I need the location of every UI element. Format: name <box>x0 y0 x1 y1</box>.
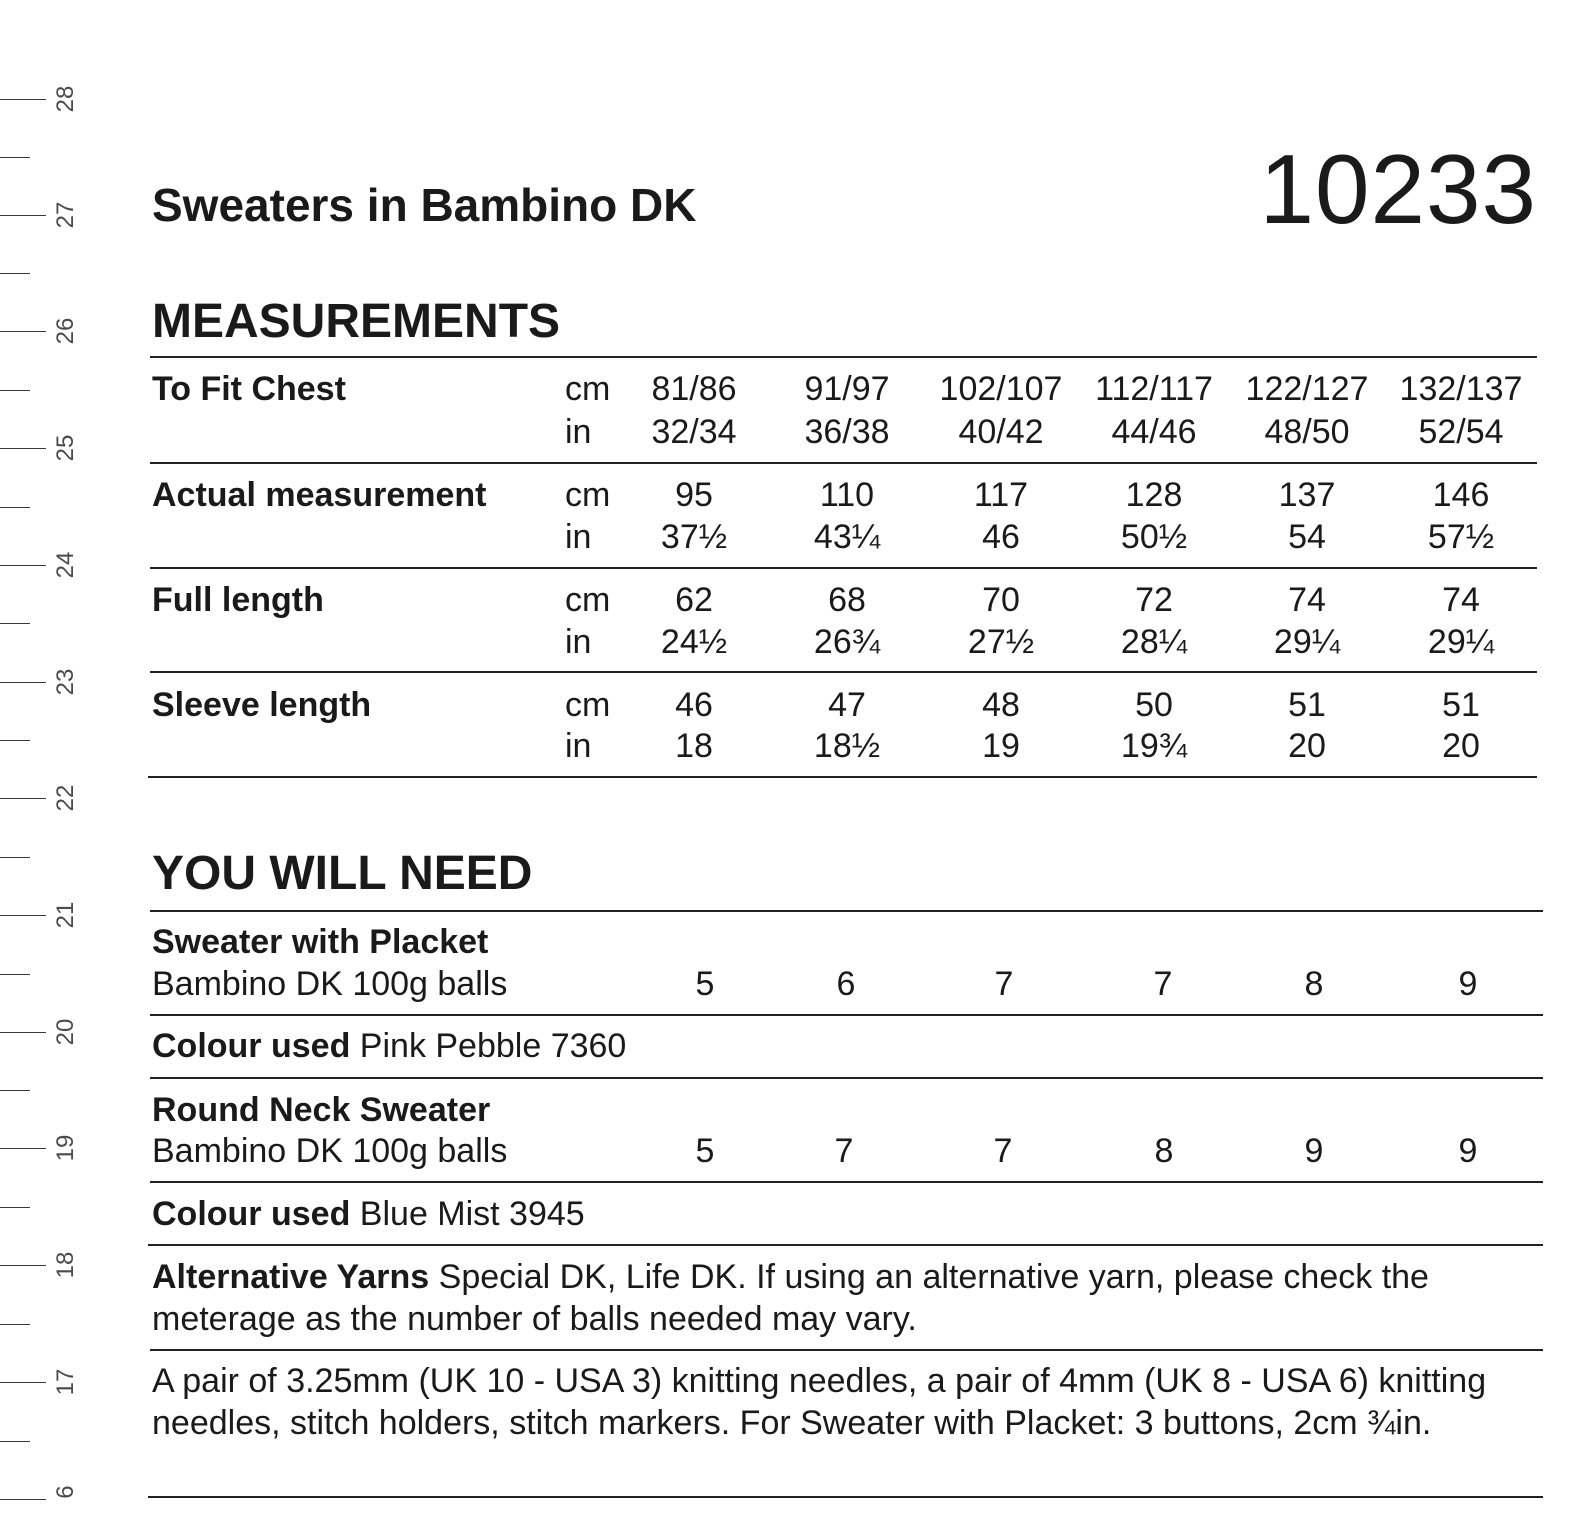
round-colour-value: Blue Mist 3945 <box>359 1195 585 1233</box>
ruler-tick <box>0 390 30 391</box>
actual-in-value: 43¼ <box>813 518 881 556</box>
ruler-tick <box>0 1207 30 1208</box>
chest-cm-value: 112/117 <box>1095 370 1213 408</box>
unit-cm: cm <box>565 581 611 619</box>
sleeve-in-value: 20 <box>1288 727 1326 765</box>
ruler-tick <box>0 682 46 683</box>
ruler-tick <box>0 623 30 624</box>
unit-in: in <box>565 518 592 556</box>
divider <box>150 910 1543 912</box>
sleeve-cm-value: 50 <box>1135 686 1173 724</box>
needles-notions-text: A pair of 3.25mm (UK 10 - USA 3) knitting needles, a pair of 4mm (UK 8 - USA 6) knitting needles, stitch holders, stitch markers. For Sweater with Placket: 3 buttons, 2cm ¾in. <box>152 1362 1487 1442</box>
chest-in-value: 32/34 <box>651 413 737 451</box>
unit-in: in <box>565 623 592 661</box>
you-will-need-heading: YOU WILL NEED <box>152 847 533 900</box>
ruler-label: 21 <box>52 901 79 929</box>
placket-colour-value: Pink Pebble 7360 <box>359 1027 627 1065</box>
ruler-label: 6 <box>52 1485 79 1499</box>
ruler-tick <box>0 1441 30 1442</box>
sleeve-in-value: 20 <box>1442 727 1480 765</box>
chest-in-value: 48/50 <box>1264 413 1350 451</box>
ruler-tick <box>0 157 30 158</box>
full-in-value: 28¼ <box>1120 623 1188 661</box>
ruler-tick <box>0 215 46 216</box>
divider <box>150 671 1537 673</box>
alternative-yarns-label: Alternative Yarns <box>152 1258 430 1296</box>
full-cm-value: 72 <box>1135 581 1173 619</box>
sleeve-in-value: 19 <box>982 727 1020 765</box>
full-cm-value: 74 <box>1288 581 1326 619</box>
actual-cm-value: 137 <box>1278 476 1336 514</box>
ruler-label: 19 <box>52 1134 79 1162</box>
placket-balls-value: 5 <box>695 965 715 1003</box>
unit-in: in <box>565 727 592 765</box>
chest-in-value: 36/38 <box>804 413 890 451</box>
full-in-value: 24½ <box>660 623 728 661</box>
ruler-label: 17 <box>52 1368 79 1396</box>
ruler-tick <box>0 448 46 449</box>
round-neck-name: Round Neck Sweater <box>152 1091 491 1129</box>
ruler-tick <box>0 1265 46 1266</box>
actual-in-value: 57½ <box>1427 518 1495 556</box>
placket-balls-value: 7 <box>994 965 1014 1003</box>
sweater-placket-name: Sweater with Placket <box>152 923 489 961</box>
measurements-heading: MEASUREMENTS <box>152 295 561 348</box>
alternative-yarns-text: Special DK, Life DK. If using an alternative yarn, please check the meterage as the number of balls needed may vary. <box>152 1258 1429 1338</box>
row-label-full-length: Full length <box>152 581 324 619</box>
divider <box>150 567 1537 569</box>
placket-balls-value: 6 <box>836 965 856 1003</box>
ruler-label: 26 <box>52 317 79 345</box>
chest-in-value: 44/46 <box>1111 413 1197 451</box>
sleeve-cm-value: 51 <box>1288 686 1326 724</box>
full-cm-value: 62 <box>675 581 713 619</box>
sleeve-cm-value: 46 <box>675 686 713 724</box>
row-label-chest: To Fit Chest <box>152 370 346 408</box>
ruler-tick <box>0 1499 46 1500</box>
round-balls-value: 9 <box>1304 1132 1324 1170</box>
ruler-tick <box>0 1148 46 1149</box>
full-in-value: 26¾ <box>813 623 881 661</box>
ruler-tick <box>0 857 30 858</box>
divider <box>148 1244 1543 1246</box>
round-balls-value: 9 <box>1458 1132 1478 1170</box>
ruler-label: 27 <box>52 201 79 229</box>
divider <box>148 1496 1543 1498</box>
chest-in-value: 40/42 <box>958 413 1044 451</box>
sleeve-cm-value: 47 <box>828 686 866 724</box>
full-cm-value: 74 <box>1442 581 1480 619</box>
placket-colour-line <box>152 1027 626 1066</box>
ruler-tick <box>0 1032 46 1033</box>
full-in-value: 27½ <box>967 623 1035 661</box>
divider <box>150 462 1537 464</box>
round-colour-line <box>152 1195 585 1234</box>
ruler-label: 18 <box>52 1251 79 1279</box>
divider <box>150 1181 1543 1183</box>
sleeve-in-value: 19¾ <box>1120 727 1188 765</box>
ruler-label: 24 <box>52 551 79 579</box>
full-cm-value: 70 <box>982 581 1020 619</box>
ruler-tick <box>0 99 46 100</box>
ruler-tick <box>0 1324 30 1325</box>
ruler-tick <box>0 1090 30 1091</box>
sleeve-in-value: 18 <box>675 727 713 765</box>
unit-cm: cm <box>565 686 611 724</box>
chest-in-value: 52/54 <box>1418 413 1504 451</box>
chest-cm-value: 91/97 <box>804 370 890 408</box>
divider <box>150 1349 1543 1351</box>
placket-balls-value: 8 <box>1304 965 1324 1003</box>
sleeve-in-value: 18½ <box>813 727 881 765</box>
ruler-tick <box>0 1382 46 1383</box>
ruler-tick <box>0 915 46 916</box>
actual-in-value: 50½ <box>1120 518 1188 556</box>
colour-used-label: Colour used <box>152 1027 351 1065</box>
full-in-value: 29¼ <box>1427 623 1495 661</box>
ruler-tick <box>0 798 46 799</box>
round-balls-value: 8 <box>1154 1132 1174 1170</box>
actual-cm-value: 110 <box>819 476 875 514</box>
divider <box>148 776 1537 778</box>
actual-in-value: 37½ <box>660 518 728 556</box>
ruler-label: 22 <box>52 784 79 812</box>
actual-cm-value: 117 <box>973 476 1029 514</box>
unit-cm: cm <box>565 476 611 514</box>
divider <box>150 356 1537 358</box>
round-balls-value: 7 <box>993 1132 1013 1170</box>
row-label-actual: Actual measurement <box>152 476 487 514</box>
chest-cm-value: 122/127 <box>1245 370 1369 408</box>
round-neck-yarn: Bambino DK 100g balls <box>152 1132 508 1170</box>
pattern-title: Sweaters in Bambino DK <box>152 179 697 231</box>
chest-cm-value: 132/137 <box>1399 370 1523 408</box>
ruler-tick <box>0 565 46 566</box>
sweater-placket-yarn: Bambino DK 100g balls <box>152 965 508 1003</box>
unit-cm: cm <box>565 370 611 408</box>
ruler-tick <box>0 273 30 274</box>
colour-used-label: Colour used <box>152 1195 351 1233</box>
round-balls-value: 7 <box>834 1132 854 1170</box>
ruler-label: 28 <box>52 85 79 113</box>
full-cm-value: 68 <box>828 581 866 619</box>
sleeve-cm-value: 51 <box>1442 686 1480 724</box>
side-ruler <box>0 0 90 1520</box>
placket-balls-value: 7 <box>1153 965 1173 1003</box>
placket-balls-value: 9 <box>1458 965 1478 1003</box>
sleeve-cm-value: 48 <box>982 686 1020 724</box>
ruler-tick <box>0 507 30 508</box>
ruler-label: 23 <box>52 668 79 696</box>
ruler-tick <box>0 974 30 975</box>
ruler-tick <box>0 331 46 332</box>
actual-cm-value: 95 <box>675 476 713 514</box>
alternative-yarns-note <box>152 1256 1542 1340</box>
ruler-label: 20 <box>52 1018 79 1046</box>
chest-cm-value: 81/86 <box>651 370 737 408</box>
actual-in-value: 54 <box>1288 518 1326 556</box>
unit-in: in <box>565 413 592 451</box>
actual-cm-value: 146 <box>1432 476 1490 514</box>
actual-in-value: 46 <box>982 518 1020 556</box>
round-balls-value: 5 <box>695 1132 715 1170</box>
ruler-tick <box>0 740 30 741</box>
pattern-number: 10233 <box>1259 134 1537 244</box>
full-in-value: 29¼ <box>1273 623 1341 661</box>
chest-cm-value: 102/107 <box>939 370 1063 408</box>
actual-cm-value: 128 <box>1125 476 1183 514</box>
divider <box>150 1014 1543 1016</box>
row-label-sleeve-length: Sleeve length <box>152 686 372 724</box>
divider <box>150 1077 1543 1079</box>
ruler-label: 25 <box>52 434 79 462</box>
